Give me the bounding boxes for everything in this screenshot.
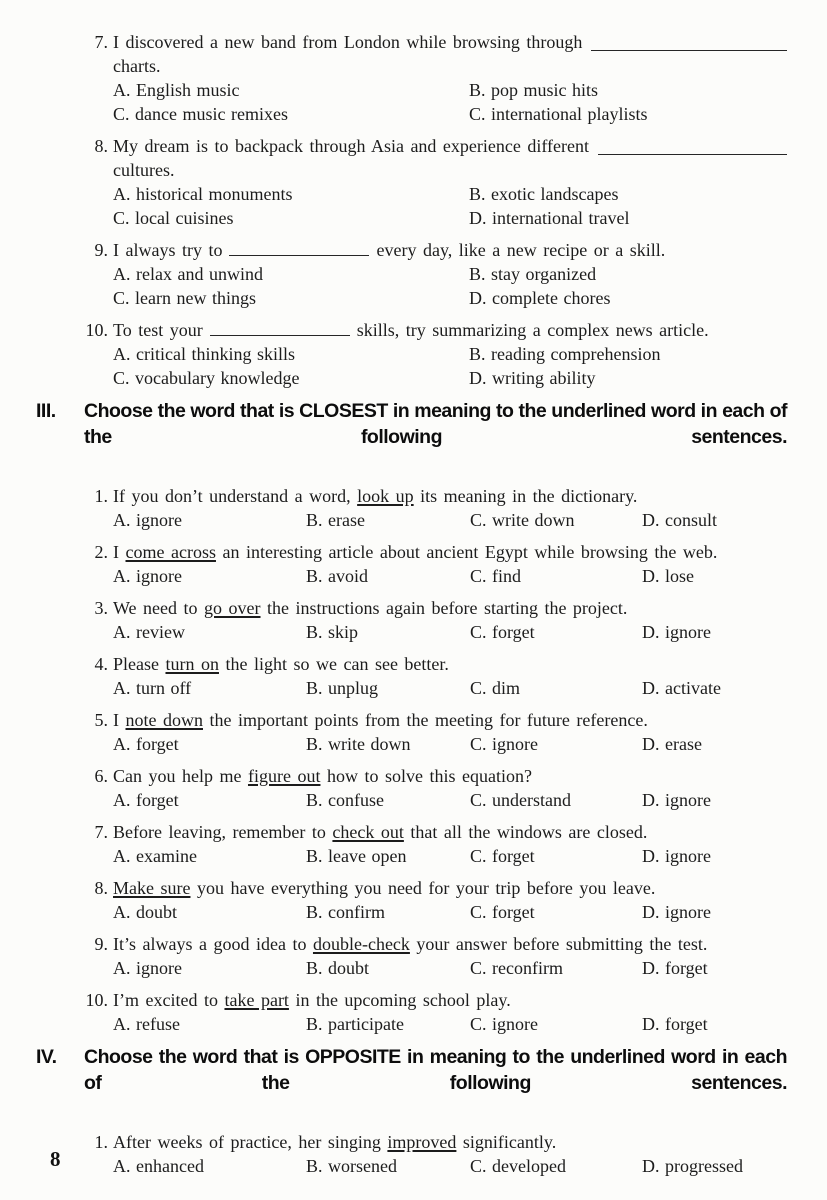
option-text: pop music hits bbox=[491, 80, 599, 100]
option bbox=[113, 788, 306, 812]
option-text: activate bbox=[665, 678, 721, 698]
option-label: B. bbox=[469, 184, 486, 204]
option-text: write down bbox=[328, 734, 411, 754]
question bbox=[64, 988, 787, 1036]
option-label: A. bbox=[113, 902, 131, 922]
option-text: doubt bbox=[136, 902, 178, 922]
options bbox=[113, 1154, 787, 1178]
question bbox=[64, 820, 787, 868]
option-label: A. bbox=[113, 264, 131, 284]
option-label: D. bbox=[642, 790, 660, 810]
fill-blank-line bbox=[591, 35, 787, 51]
option-text: lose bbox=[665, 566, 694, 586]
option-text: participate bbox=[328, 1014, 404, 1034]
section-title: Choose the word that is OPPOSITE in meaning to the underlined word in each of the following sentences. bbox=[84, 1046, 787, 1094]
option-label: C. bbox=[470, 846, 487, 866]
option-text: reading comprehension bbox=[491, 344, 661, 364]
option-label: D. bbox=[642, 846, 660, 866]
question-text: It’s always a good idea to bbox=[113, 934, 307, 954]
option-text: ignore bbox=[136, 566, 182, 586]
option bbox=[642, 788, 787, 812]
option-text: find bbox=[492, 566, 522, 586]
option bbox=[113, 900, 306, 924]
option bbox=[642, 564, 787, 588]
option-text: forget bbox=[492, 622, 535, 642]
option bbox=[306, 1154, 470, 1178]
question-text: Please bbox=[113, 654, 159, 674]
question-text: how to solve this equation? bbox=[326, 766, 532, 786]
question-number: 10. bbox=[85, 320, 108, 340]
option-text: confuse bbox=[328, 790, 384, 810]
option-text: turn off bbox=[136, 678, 192, 698]
option bbox=[469, 366, 787, 390]
option-text: consult bbox=[665, 510, 717, 530]
question bbox=[64, 652, 787, 700]
option bbox=[113, 620, 306, 644]
option bbox=[306, 676, 470, 700]
option bbox=[642, 620, 787, 644]
option-text: forget bbox=[492, 902, 535, 922]
underlined-word: go over bbox=[204, 598, 261, 618]
question-text: the important points from the meeting for future reference. bbox=[209, 710, 648, 730]
section-heading-iii bbox=[36, 398, 787, 476]
option-label: D. bbox=[642, 566, 660, 586]
option-label: B. bbox=[306, 622, 323, 642]
option-text: ignore bbox=[136, 510, 182, 530]
question-number: 8. bbox=[94, 878, 108, 898]
option-label: C. bbox=[470, 1156, 487, 1176]
option-label: D. bbox=[642, 1156, 660, 1176]
option bbox=[306, 564, 470, 588]
option-text: international travel bbox=[492, 208, 630, 228]
option-label: A. bbox=[113, 510, 131, 530]
options bbox=[113, 788, 787, 812]
question-text: in the upcoming school play. bbox=[295, 990, 511, 1010]
option-text: ignore bbox=[492, 734, 538, 754]
option bbox=[470, 956, 642, 980]
option bbox=[642, 844, 787, 868]
question-text-continued: charts. bbox=[113, 56, 161, 76]
option-text: local cuisines bbox=[135, 208, 234, 228]
section-title: Choose the word that is CLOSEST in meaning to the underlined word in each of the following sentences. bbox=[84, 400, 787, 448]
question bbox=[64, 876, 787, 924]
option-label: B. bbox=[306, 566, 323, 586]
options bbox=[113, 564, 787, 588]
option-label: B. bbox=[306, 902, 323, 922]
option-label: C. bbox=[470, 510, 487, 530]
option-text: leave open bbox=[328, 846, 407, 866]
option-text: doubt bbox=[328, 958, 370, 978]
option-label: A. bbox=[113, 622, 131, 642]
question bbox=[64, 1130, 787, 1178]
option-label: C. bbox=[470, 566, 487, 586]
question bbox=[64, 30, 787, 126]
question-number: 9. bbox=[94, 240, 108, 260]
option-label: D. bbox=[469, 368, 487, 388]
question bbox=[64, 764, 787, 812]
section-iv-items bbox=[64, 1130, 787, 1178]
option-text: forget bbox=[665, 1014, 708, 1034]
option-label: A. bbox=[113, 1156, 131, 1176]
option bbox=[642, 732, 787, 756]
options bbox=[113, 342, 787, 390]
question bbox=[64, 932, 787, 980]
question-number: 10. bbox=[85, 990, 108, 1010]
option-label: C. bbox=[469, 104, 486, 124]
option-label: C. bbox=[470, 734, 487, 754]
question-number: 1. bbox=[94, 486, 108, 506]
option-label: D. bbox=[642, 678, 660, 698]
option-text: review bbox=[136, 622, 185, 642]
option bbox=[470, 844, 642, 868]
option-label: B. bbox=[306, 510, 323, 530]
option-text: unplug bbox=[328, 678, 379, 698]
option-text: developed bbox=[492, 1156, 566, 1176]
question bbox=[64, 134, 787, 230]
option-text: ignore bbox=[665, 622, 711, 642]
option-text: ignore bbox=[136, 958, 182, 978]
option bbox=[306, 732, 470, 756]
option bbox=[113, 564, 306, 588]
question-text: Can you help me bbox=[113, 766, 242, 786]
question bbox=[64, 708, 787, 756]
option-label: C. bbox=[113, 288, 130, 308]
underlined-word: Make sure bbox=[113, 878, 191, 898]
option bbox=[642, 1012, 787, 1036]
underlined-word: figure out bbox=[247, 766, 321, 786]
option-label: B. bbox=[306, 790, 323, 810]
question-text: After weeks of practice, her singing bbox=[113, 1132, 381, 1152]
option-text: reconfirm bbox=[492, 958, 563, 978]
question-number: 9. bbox=[94, 934, 108, 954]
option-text: English music bbox=[136, 80, 240, 100]
underlined-word: improved bbox=[387, 1132, 457, 1152]
option bbox=[642, 900, 787, 924]
option-text: vocabulary knowledge bbox=[135, 368, 300, 388]
question-text-continued: cultures. bbox=[113, 160, 175, 180]
option-label: D. bbox=[469, 288, 487, 308]
options bbox=[113, 182, 787, 230]
question-text: the instructions again before starting the project. bbox=[267, 598, 628, 618]
option-text: international playlists bbox=[491, 104, 648, 124]
option bbox=[642, 1154, 787, 1178]
question-number: 6. bbox=[94, 766, 108, 786]
question-number: 5. bbox=[94, 710, 108, 730]
option bbox=[469, 262, 787, 286]
question-text: If you don’t understand a word, bbox=[113, 486, 351, 506]
option-label: D. bbox=[642, 958, 660, 978]
option-text: relax and unwind bbox=[136, 264, 263, 284]
option bbox=[113, 366, 469, 390]
fill-blank-line bbox=[598, 139, 787, 155]
question bbox=[64, 540, 787, 588]
question-text: I bbox=[113, 710, 119, 730]
option-text: historical monuments bbox=[136, 184, 293, 204]
option bbox=[470, 564, 642, 588]
option-label: C. bbox=[470, 1014, 487, 1034]
option-text: stay organized bbox=[491, 264, 597, 284]
question-text: that all the windows are closed. bbox=[410, 822, 648, 842]
option-label: A. bbox=[113, 80, 131, 100]
question-number: 3. bbox=[94, 598, 108, 618]
option-text: ignore bbox=[665, 846, 711, 866]
options bbox=[113, 78, 787, 126]
section-iii-items bbox=[64, 484, 787, 1036]
option-label: B. bbox=[469, 80, 486, 100]
underlined-word: double-check bbox=[312, 934, 410, 954]
option-label: B. bbox=[306, 958, 323, 978]
option-text: ignore bbox=[665, 902, 711, 922]
question-text: skills, try summarizing a complex news article. bbox=[356, 320, 709, 340]
option-label: B. bbox=[306, 846, 323, 866]
option-label: C. bbox=[113, 368, 130, 388]
option-text: dance music remixes bbox=[135, 104, 288, 124]
question-number: 8. bbox=[94, 136, 108, 156]
option bbox=[113, 342, 469, 366]
options bbox=[113, 1012, 787, 1036]
option-text: learn new things bbox=[135, 288, 256, 308]
option bbox=[306, 900, 470, 924]
option-label: A. bbox=[113, 566, 131, 586]
option-text: forget bbox=[136, 790, 179, 810]
question-text: I discovered a new band from London while browsing through bbox=[113, 32, 583, 52]
option-text: refuse bbox=[136, 1014, 180, 1034]
option bbox=[470, 620, 642, 644]
question-text: the light so we can see better. bbox=[225, 654, 449, 674]
option-text: exotic landscapes bbox=[491, 184, 619, 204]
question-text: you have everything you need for your trip before you leave. bbox=[196, 878, 656, 898]
underlined-word: turn on bbox=[165, 654, 219, 674]
question-text: significantly. bbox=[462, 1132, 557, 1152]
option-text: ignore bbox=[665, 790, 711, 810]
option bbox=[469, 78, 787, 102]
option bbox=[470, 900, 642, 924]
option bbox=[470, 676, 642, 700]
question bbox=[64, 318, 787, 390]
option-label: B. bbox=[306, 734, 323, 754]
question-text: I always try to bbox=[113, 240, 223, 260]
underlined-word: look up bbox=[357, 486, 414, 506]
option-text: forget bbox=[136, 734, 179, 754]
option bbox=[113, 206, 469, 230]
option-label: A. bbox=[113, 1014, 131, 1034]
option-label: C. bbox=[470, 958, 487, 978]
option bbox=[113, 182, 469, 206]
option bbox=[113, 1154, 306, 1178]
option-label: C. bbox=[113, 208, 130, 228]
option bbox=[113, 1012, 306, 1036]
option-text: understand bbox=[492, 790, 571, 810]
option-label: D. bbox=[642, 510, 660, 530]
question-number: 1. bbox=[94, 1132, 108, 1152]
option bbox=[113, 956, 306, 980]
option bbox=[306, 844, 470, 868]
option bbox=[470, 1012, 642, 1036]
option bbox=[306, 956, 470, 980]
question bbox=[64, 484, 787, 532]
option bbox=[469, 342, 787, 366]
underlined-word: note down bbox=[125, 710, 203, 730]
option-label: B. bbox=[469, 344, 486, 364]
option bbox=[306, 788, 470, 812]
option-label: A. bbox=[113, 678, 131, 698]
question-text: your answer before submitting the test. bbox=[416, 934, 708, 954]
option bbox=[470, 508, 642, 532]
option bbox=[306, 1012, 470, 1036]
option-label: C. bbox=[470, 902, 487, 922]
fill-blank-line bbox=[229, 240, 369, 256]
fill-blank-line bbox=[210, 320, 350, 336]
question bbox=[64, 238, 787, 310]
options bbox=[113, 620, 787, 644]
options bbox=[113, 262, 787, 310]
option-label: D. bbox=[642, 1014, 660, 1034]
question-text: To test your bbox=[113, 320, 203, 340]
fill-in-questions bbox=[64, 30, 787, 390]
question-number: 7. bbox=[94, 822, 108, 842]
options bbox=[113, 844, 787, 868]
option bbox=[470, 788, 642, 812]
option bbox=[642, 508, 787, 532]
question-text: Before leaving, remember to bbox=[113, 822, 326, 842]
options bbox=[113, 900, 787, 924]
option-text: write down bbox=[492, 510, 575, 530]
option-text: confirm bbox=[328, 902, 385, 922]
option bbox=[642, 676, 787, 700]
option-label: C. bbox=[470, 678, 487, 698]
option bbox=[113, 286, 469, 310]
question-number: 7. bbox=[94, 32, 108, 52]
option bbox=[113, 732, 306, 756]
option-text: writing ability bbox=[492, 368, 596, 388]
option-label: A. bbox=[113, 184, 131, 204]
option-label: B. bbox=[306, 1014, 323, 1034]
section-numeral: IV. bbox=[36, 1046, 57, 1068]
option-label: C. bbox=[470, 790, 487, 810]
option bbox=[469, 102, 787, 126]
question-text: every day, like a new recipe or a skill. bbox=[376, 240, 666, 260]
option bbox=[469, 206, 787, 230]
option-label: B. bbox=[469, 264, 486, 284]
option bbox=[469, 182, 787, 206]
option bbox=[113, 844, 306, 868]
option bbox=[469, 286, 787, 310]
option bbox=[470, 732, 642, 756]
option-text: examine bbox=[136, 846, 197, 866]
option-text: forget bbox=[492, 846, 535, 866]
option bbox=[113, 676, 306, 700]
option bbox=[113, 262, 469, 286]
underlined-word: come across bbox=[125, 542, 216, 562]
option-text: worsened bbox=[328, 1156, 397, 1176]
option-text: skip bbox=[328, 622, 359, 642]
option bbox=[113, 102, 469, 126]
option-label: D. bbox=[642, 734, 660, 754]
question-text: We need to bbox=[113, 598, 198, 618]
question bbox=[64, 596, 787, 644]
options bbox=[113, 508, 787, 532]
option-text: erase bbox=[328, 510, 365, 530]
question-text: I bbox=[113, 542, 119, 562]
option-label: C. bbox=[470, 622, 487, 642]
option-label: A. bbox=[113, 958, 131, 978]
question-text: an interesting article about ancient Egypt while browsing the web. bbox=[222, 542, 718, 562]
underlined-word: check out bbox=[332, 822, 404, 842]
underlined-word: take part bbox=[224, 990, 289, 1010]
option-label: C. bbox=[113, 104, 130, 124]
option-text: complete chores bbox=[492, 288, 611, 308]
option bbox=[470, 1154, 642, 1178]
question-number: 4. bbox=[94, 654, 108, 674]
option bbox=[306, 508, 470, 532]
option-text: ignore bbox=[492, 1014, 538, 1034]
options bbox=[113, 732, 787, 756]
option-label: A. bbox=[113, 344, 131, 364]
option-text: dim bbox=[492, 678, 521, 698]
option bbox=[642, 956, 787, 980]
option-label: B. bbox=[306, 1156, 323, 1176]
option bbox=[113, 508, 306, 532]
options bbox=[113, 676, 787, 700]
option-label: A. bbox=[113, 734, 131, 754]
option-text: critical thinking skills bbox=[136, 344, 295, 364]
option-label: A. bbox=[113, 790, 131, 810]
option-text: progressed bbox=[665, 1156, 743, 1176]
question-text: My dream is to backpack through Asia and experience different bbox=[113, 136, 590, 156]
option bbox=[306, 620, 470, 644]
option-label: D. bbox=[469, 208, 487, 228]
option-text: avoid bbox=[328, 566, 369, 586]
question-text: I’m excited to bbox=[113, 990, 218, 1010]
option-label: A. bbox=[113, 846, 131, 866]
option-label: D. bbox=[642, 902, 660, 922]
options bbox=[113, 956, 787, 980]
option-text: erase bbox=[665, 734, 702, 754]
section-heading-iv bbox=[36, 1044, 787, 1122]
option bbox=[113, 78, 469, 102]
question-number: 2. bbox=[94, 542, 108, 562]
question-text: its meaning in the dictionary. bbox=[420, 486, 638, 506]
section-numeral: III. bbox=[36, 400, 56, 422]
option-text: enhanced bbox=[136, 1156, 204, 1176]
option-label: B. bbox=[306, 678, 323, 698]
option-label: D. bbox=[642, 622, 660, 642]
page-number: 8 bbox=[50, 1147, 61, 1171]
option-text: forget bbox=[665, 958, 708, 978]
